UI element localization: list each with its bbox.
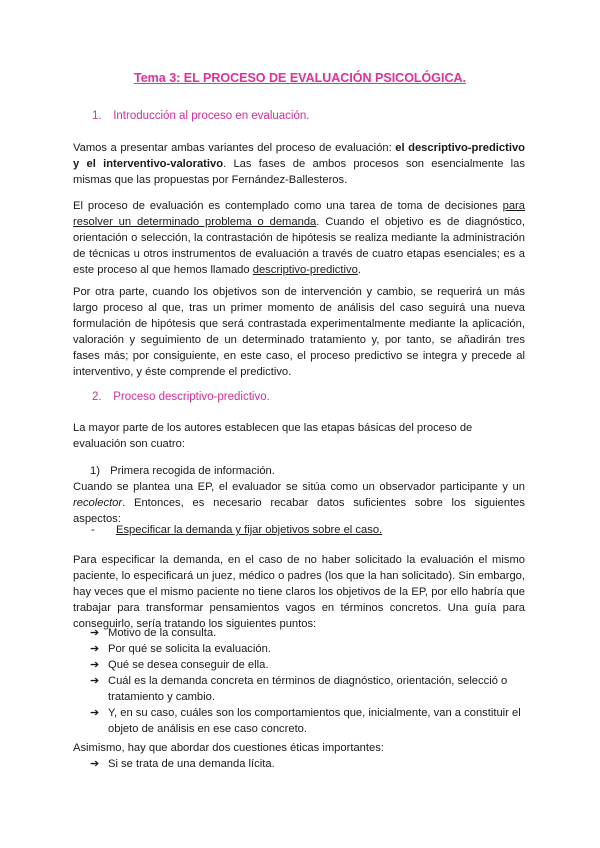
text-run: . Entonces, es necesario recabar datos suficientes sobre los siguientes aspectos: (73, 497, 525, 525)
section-heading-text: Introducción al proceso en evaluación. (113, 110, 310, 122)
dash-marker: - (91, 524, 95, 536)
points-list (90, 625, 526, 737)
list-item (90, 641, 526, 657)
list-item-text: Por qué se solicita la evaluación. (108, 643, 271, 655)
arrow-icon: ➔ (90, 659, 100, 671)
arrow-icon: ➔ (90, 675, 100, 687)
list-item (90, 625, 526, 641)
arrow-icon: ➔ (90, 758, 100, 770)
italic-text: recolector (73, 497, 123, 509)
text-run: Cuando se plantea una EP, el evaluador se sitúa como un observador participante y un (73, 481, 525, 493)
paragraph-process (73, 198, 525, 278)
list-item (90, 673, 526, 705)
step-number: 1) (90, 465, 100, 477)
dash-list-item (91, 522, 382, 538)
paragraph-ethics: Asimismo, hay que abordar dos cuestiones éticas importantes: (73, 742, 384, 754)
list-item (90, 705, 526, 737)
text-run: . (357, 264, 361, 276)
step-item (90, 463, 275, 479)
step-label: Primera recogida de información. (110, 465, 275, 477)
paragraph-evaluator (73, 479, 525, 527)
underlined-text: descriptivo-predictivo (252, 264, 358, 276)
section-heading-2 (92, 389, 270, 405)
paragraph-intro (73, 140, 525, 188)
dash-item-label: Especificar la demanda y fijar objetivos sobre el caso. (116, 524, 383, 536)
arrow-icon: ➔ (90, 707, 100, 719)
list-item-text: Si se trata de una demanda lícita. (108, 758, 275, 770)
page-title: Tema 3: EL PROCESO DE EVALUACIÓN PSICOLÓGICA. (134, 71, 466, 85)
ethics-list (90, 756, 526, 772)
bold-text: el descriptivo-predictivo y el interventivo-valorativo (73, 142, 525, 170)
text-run: . Las fases de ambos procesos son esencialmente las mismas que las propuestas por Fernández-Ballesteros. (73, 158, 525, 186)
text-run: El proceso de evaluación es contemplado como una tarea de toma de decisiones (73, 200, 503, 212)
underlined-text: para resolver un determinado problema o demanda (73, 200, 525, 228)
section-heading-text: Proceso descriptivo-predictivo. (113, 391, 270, 403)
paragraph-stages: La mayor parte de los autores establecen que las etapas básicas del proceso de evaluación son cuatro: (73, 422, 473, 450)
text-run: Vamos a presentar ambas variantes del proceso de evaluación: (73, 142, 396, 154)
section-heading-1 (92, 108, 309, 124)
paragraph-demand: Para especificar la demanda, en el caso de no haber solicitado la evaluación el mismo paciente, lo especificará un juez, médico o padres (los que la han solicitado). Sin embargo, hay veces que el mismo paciente no tiene claros los objetivos de la EP, por ello habría que trabajar para transformar pensamientos vagos en términos concretos. Una guía para conseguirlo, sería tratando los siguientes puntos: (73, 554, 525, 630)
section-number: 1. (92, 110, 102, 122)
list-item-text: Motivo de la consulta. (108, 627, 217, 639)
arrow-icon: ➔ (90, 627, 100, 639)
list-item (90, 657, 526, 673)
list-item-text: Qué se desea conseguir de ella. (108, 659, 269, 671)
text-run: . Cuando el objetivo es de diagnóstico, orientación o selección, la contrastación de hipótesis se realiza mediante la administración de técnicas u otros instrumentos de evaluación a través de cuatro etapas esenciales; es a este proceso al que hemos llamado (73, 216, 526, 276)
paragraph-intervention: Por otra parte, cuando los objetivos son de intervención y cambio, se requerirá un más largo proceso al que, tras un primer momento de análisis del caso seguirá una nueva formulación de hipótesis que será contrastada experimentalmente mediante la aplicación, valoración y seguimiento de un determinado tratamiento y, por tanto, se añadirán tres fases más; por consiguiente, en este caso, el proceso predictivo se integra y precede al interventivo, y éste comprende el predictivo. (73, 286, 525, 378)
section-number: 2. (92, 391, 102, 403)
list-item-text: Y, en su caso, cuáles son los comportamientos que, inicialmente, van a constituir el objeto de análisis en ese caso concreto. (108, 707, 521, 735)
list-item (90, 756, 526, 772)
list-item-text: Cuál es la demanda concreta en términos de diagnóstico, orientación, selecció o tratamiento y cambio. (108, 675, 508, 703)
arrow-icon: ➔ (90, 643, 100, 655)
